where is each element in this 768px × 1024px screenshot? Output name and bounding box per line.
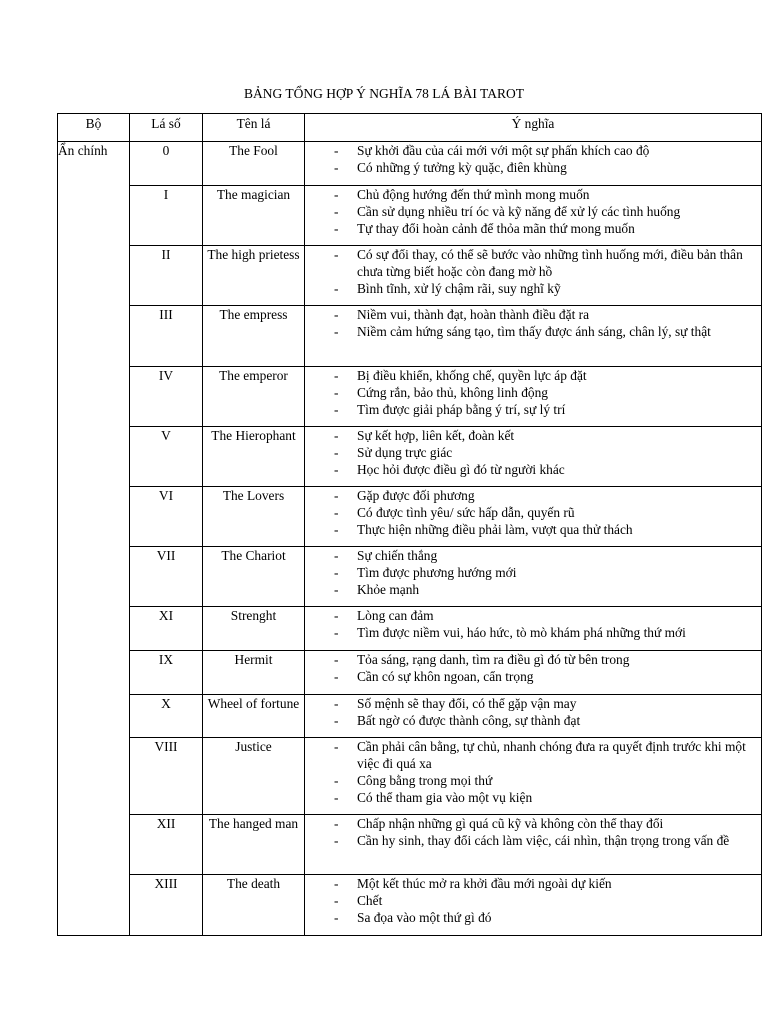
bullet-dash: - — [334, 669, 339, 684]
meaning-cell — [305, 367, 762, 427]
meaning-list-item — [305, 564, 761, 581]
meaning-text: Có thể tham gia vào một vụ kiện — [357, 790, 533, 805]
header-meaning: Ý nghĩa — [305, 114, 762, 142]
meaning-list-item — [305, 306, 761, 323]
meaning-list-item — [305, 186, 761, 203]
bullet-dash: - — [334, 713, 339, 728]
meaning-cell — [305, 246, 762, 306]
meaning-text: Tìm được phương hướng mới — [357, 565, 517, 580]
meaning-list-item — [305, 367, 761, 384]
bullet-dash: - — [334, 143, 339, 158]
meaning-cell — [305, 815, 762, 875]
meaning-list-item — [305, 401, 761, 418]
meaning-text: Chấp nhận những gì quá cũ kỹ và không còn thể thay đổi — [357, 816, 664, 831]
card-number-cell: VII — [130, 547, 203, 607]
meaning-list-item — [305, 203, 761, 220]
meaning-text: Sự khởi đầu của cái mới với một sự phấn khích cao độ — [357, 143, 650, 158]
table-row — [58, 875, 762, 936]
meaning-list-item — [305, 892, 761, 909]
meaning-text: Công bằng trong mọi thứ — [357, 773, 493, 788]
meaning-text: Thực hiện những điều phải làm, vượt qua thử thách — [357, 522, 633, 537]
meaning-list-item — [305, 521, 761, 538]
card-name-cell: The Chariot — [203, 547, 305, 607]
meaning-list — [305, 815, 761, 849]
meaning-cell — [305, 306, 762, 367]
meaning-text: Bị điều khiển, khống chế, quyền lực áp đặt — [357, 368, 587, 383]
page-title: BẢNG TỔNG HỢP Ý NGHĨA 78 LÁ BÀI TAROT — [244, 86, 524, 101]
meaning-text: Có được tình yêu/ sức hấp dẫn, quyến rũ — [357, 505, 575, 520]
meaning-list-item — [305, 875, 761, 892]
meaning-text: Chết — [357, 893, 383, 908]
header-card-number: Lá số — [130, 114, 203, 142]
meaning-list — [305, 651, 761, 685]
meaning-cell — [305, 738, 762, 815]
bullet-dash: - — [334, 625, 339, 640]
meaning-text: Tỏa sáng, rạng danh, tìm ra điều gì đó từ bên trong — [357, 652, 630, 667]
meaning-list — [305, 427, 761, 478]
bullet-dash: - — [334, 160, 339, 175]
bullet-dash: - — [334, 385, 339, 400]
card-name-cell: The empress — [203, 306, 305, 367]
meaning-text: Cần có sự khôn ngoan, cẩn trọng — [357, 669, 534, 684]
bullet-dash: - — [334, 696, 339, 711]
card-number-cell: II — [130, 246, 203, 306]
meaning-list-item — [305, 444, 761, 461]
bullet-dash: - — [334, 739, 339, 754]
table-row — [58, 427, 762, 487]
meaning-list-item — [305, 712, 761, 729]
meaning-list — [305, 186, 761, 237]
meaning-text: Cần hy sinh, thay đổi cách làm việc, cái nhìn, thận trọng trong vấn đề — [357, 833, 730, 848]
card-name-cell: Wheel of fortune — [203, 695, 305, 738]
meaning-list-item — [305, 220, 761, 237]
card-name-cell: Justice — [203, 738, 305, 815]
meaning-text: Tìm được giải pháp bằng ý trí, sự lý trí — [357, 402, 566, 417]
bullet-dash: - — [334, 790, 339, 805]
table-body — [58, 142, 762, 936]
table-row — [58, 306, 762, 367]
card-number-cell: X — [130, 695, 203, 738]
meaning-cell — [305, 427, 762, 487]
card-name-cell: The emperor — [203, 367, 305, 427]
meaning-text: Có sự đổi thay, có thể sẽ bước vào những tình huống mới, điều bản thân chưa từng biết hoặc còn đang mờ hồ — [357, 247, 743, 279]
meaning-text: Một kết thúc mở ra khởi đầu mới ngoài dự kiến — [357, 876, 612, 891]
card-number-cell: IX — [130, 651, 203, 695]
bullet-dash: - — [334, 368, 339, 383]
card-number-cell: VIII — [130, 738, 203, 815]
bullet-dash: - — [334, 187, 339, 202]
bullet-dash: - — [334, 910, 339, 925]
meaning-list-item — [305, 909, 761, 926]
meaning-list-item — [305, 547, 761, 564]
table-row — [58, 695, 762, 738]
bullet-dash: - — [334, 488, 339, 503]
meaning-cell — [305, 142, 762, 186]
meaning-list-item — [305, 789, 761, 806]
tarot-meaning-table — [57, 113, 762, 936]
bullet-dash: - — [334, 221, 339, 236]
card-name-cell: The Hierophant — [203, 427, 305, 487]
meaning-list-item — [305, 581, 761, 598]
meaning-list-item — [305, 461, 761, 478]
meaning-text: Số mệnh sẽ thay đổi, có thể gặp vận may — [357, 696, 577, 711]
table-row — [58, 487, 762, 547]
meaning-text: Bất ngờ có được thành công, sự thành đạt — [357, 713, 581, 728]
meaning-text: Sự chiến thắng — [357, 548, 438, 563]
meaning-text: Lòng can đảm — [357, 608, 434, 623]
card-number-cell: III — [130, 306, 203, 367]
meaning-text: Sử dụng trực giác — [357, 445, 453, 460]
bullet-dash: - — [334, 548, 339, 563]
meaning-list — [305, 607, 761, 641]
bullet-dash: - — [334, 893, 339, 908]
card-number-cell: XI — [130, 607, 203, 651]
card-name-cell: The hanged man — [203, 815, 305, 875]
meaning-list — [305, 142, 761, 176]
card-name-cell: The Lovers — [203, 487, 305, 547]
card-number-cell: VI — [130, 487, 203, 547]
card-number-cell: V — [130, 427, 203, 487]
header-suit: Bộ — [58, 114, 130, 142]
table-row — [58, 246, 762, 306]
meaning-text: Niềm cảm hứng sáng tạo, tìm thấy được ánh sáng, chân lý, sự thật — [357, 324, 711, 339]
meaning-list-item — [305, 246, 761, 280]
meaning-list-item — [305, 624, 761, 641]
card-name-cell: The death — [203, 875, 305, 936]
meaning-list-item — [305, 280, 761, 297]
bullet-dash: - — [334, 462, 339, 477]
table-row — [58, 142, 762, 186]
bullet-dash: - — [334, 816, 339, 831]
suit-cell: Ẩn chính — [58, 142, 130, 936]
bullet-dash: - — [334, 773, 339, 788]
meaning-cell — [305, 875, 762, 936]
table-row — [58, 186, 762, 246]
card-name-cell: The high prietess — [203, 246, 305, 306]
card-name-cell: Strenght — [203, 607, 305, 651]
meaning-cell — [305, 651, 762, 695]
meaning-list-item — [305, 738, 761, 772]
bullet-dash: - — [334, 428, 339, 443]
meaning-cell — [305, 186, 762, 246]
bullet-dash: - — [334, 307, 339, 322]
meaning-list-item — [305, 772, 761, 789]
meaning-list — [305, 306, 761, 340]
bullet-dash: - — [334, 522, 339, 537]
table-row — [58, 367, 762, 427]
meaning-text: Bình tĩnh, xử lý chậm rãi, suy nghĩ kỹ — [357, 281, 561, 296]
bullet-dash: - — [334, 247, 339, 262]
card-number-cell: I — [130, 186, 203, 246]
meaning-cell — [305, 695, 762, 738]
table-row — [58, 547, 762, 607]
card-number-cell: IV — [130, 367, 203, 427]
bullet-dash: - — [334, 876, 339, 891]
meaning-text: Niềm vui, thành đạt, hoàn thành điều đặt ra — [357, 307, 590, 322]
meaning-list-item — [305, 323, 761, 340]
meaning-cell — [305, 607, 762, 651]
meaning-list-item — [305, 815, 761, 832]
table-row — [58, 815, 762, 875]
meaning-text: Tìm được niềm vui, háo hức, tò mò khám phá những thứ mới — [357, 625, 686, 640]
bullet-dash: - — [334, 402, 339, 417]
meaning-cell — [305, 547, 762, 607]
meaning-list-item — [305, 487, 761, 504]
meaning-list-item — [305, 668, 761, 685]
meaning-text: Chủ động hướng đến thứ mình mong muốn — [357, 187, 590, 202]
meaning-cell — [305, 487, 762, 547]
bullet-dash: - — [334, 505, 339, 520]
meaning-text: Sự kết hợp, liên kết, đoàn kết — [357, 428, 515, 443]
meaning-list — [305, 367, 761, 418]
meaning-list — [305, 487, 761, 538]
bullet-dash: - — [334, 204, 339, 219]
table-row — [58, 607, 762, 651]
meaning-text: Gặp được đối phương — [357, 488, 475, 503]
meaning-text: Khỏe mạnh — [357, 582, 420, 597]
meaning-list — [305, 875, 761, 926]
bullet-dash: - — [334, 565, 339, 580]
table-header-row — [58, 114, 762, 142]
meaning-list-item — [305, 142, 761, 159]
card-name-cell: The Fool — [203, 142, 305, 186]
meaning-list-item — [305, 504, 761, 521]
meaning-text: Cần sử dụng nhiều trí óc và kỹ năng để xử lý các tình huống — [357, 204, 681, 219]
meaning-list — [305, 246, 761, 297]
card-number-cell: 0 — [130, 142, 203, 186]
meaning-text: Tự thay đổi hoàn cảnh để thỏa mãn thứ mong muốn — [357, 221, 635, 236]
bullet-dash: - — [334, 324, 339, 339]
card-number-cell: XIII — [130, 875, 203, 936]
meaning-list-item — [305, 651, 761, 668]
card-number-cell: XII — [130, 815, 203, 875]
bullet-dash: - — [334, 445, 339, 460]
card-name-cell: Hermit — [203, 651, 305, 695]
meaning-list-item — [305, 832, 761, 849]
meaning-text: Sa đọa vào một thứ gì đó — [357, 910, 492, 925]
bullet-dash: - — [334, 582, 339, 597]
meaning-list — [305, 695, 761, 729]
table-row — [58, 738, 762, 815]
meaning-text: Học hỏi được điều gì đó từ người khác — [357, 462, 565, 477]
meaning-text: Có những ý tưởng kỳ quặc, điên khùng — [357, 160, 567, 175]
bullet-dash: - — [334, 281, 339, 296]
meaning-list-item — [305, 384, 761, 401]
bullet-dash: - — [334, 833, 339, 848]
bullet-dash: - — [334, 652, 339, 667]
meaning-list — [305, 547, 761, 598]
bullet-dash: - — [334, 608, 339, 623]
header-card-name: Tên lá — [203, 114, 305, 142]
meaning-list-item — [305, 427, 761, 444]
meaning-list — [305, 738, 761, 806]
meaning-list-item — [305, 607, 761, 624]
table-row — [58, 651, 762, 695]
meaning-text: Cần phải cân bằng, tự chủ, nhanh chóng đưa ra quyết định trước khi một việc đi quá xa — [357, 739, 746, 771]
meaning-list-item — [305, 159, 761, 176]
meaning-list-item — [305, 695, 761, 712]
card-name-cell: The magician — [203, 186, 305, 246]
meaning-text: Cứng rắn, bảo thủ, không linh động — [357, 385, 548, 400]
